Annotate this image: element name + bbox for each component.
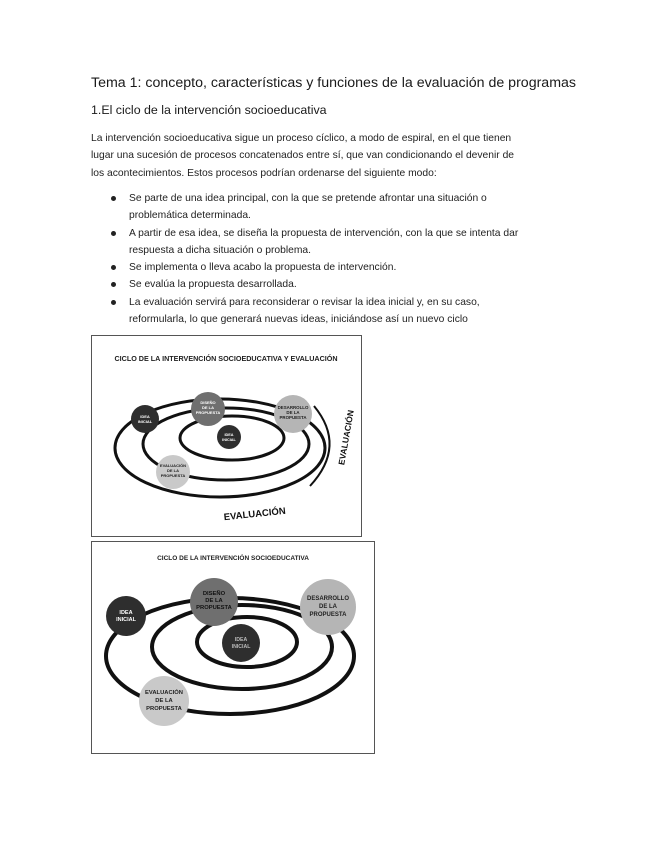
node-label: DE LA xyxy=(319,604,337,610)
list-item-line: problemática determinada. xyxy=(129,210,251,222)
node-label: DESARROLLO xyxy=(277,405,309,410)
node-label: DE LA xyxy=(155,698,173,704)
node-label: IDEA xyxy=(140,414,150,419)
node-label: INICIAL xyxy=(137,419,153,424)
list-item xyxy=(91,190,571,225)
evaluation-bottom-label: EVALUACIÓN xyxy=(223,505,287,524)
node-label: INICIAL xyxy=(231,644,251,650)
list-item-line: La evaluación servirá para reconsiderar o revisar la idea inicial y, en su caso, xyxy=(129,296,480,308)
list-item-line: Se evalúa la propuesta desarrollada. xyxy=(129,279,297,291)
node-label: IDEA xyxy=(119,610,133,616)
node-label: IDEA xyxy=(234,637,248,643)
node-label: PROPUESTA xyxy=(196,605,232,611)
node-label: DISEÑO xyxy=(200,400,216,405)
list-item xyxy=(91,225,571,260)
list-item-line: A partir de esa idea, se diseña la propuesta de intervención, con la que se intenta dar xyxy=(129,227,519,239)
node-label: EVALUACIÓN xyxy=(145,690,183,696)
node-label: PROPUESTA xyxy=(160,473,186,478)
node-label: EVALUACIÓN xyxy=(159,463,187,468)
node-label: IDEA xyxy=(224,433,234,437)
list-item-line: respuesta a dicha situación o problema. xyxy=(129,244,312,256)
intro-line: los acontecimientos. Estos procesos podrían ordenarse del siguiente modo: xyxy=(91,167,437,179)
node-label: DISEÑO xyxy=(202,591,226,597)
evaluation-arrow xyxy=(310,406,330,486)
evaluation-side-label: EVALUACIÓN xyxy=(336,409,356,466)
node-label: PROPUESTA xyxy=(309,612,347,618)
intro-line: lugar una sucesión de procesos concatenados entre sí, que van condicionando el devenir de xyxy=(91,150,515,162)
node-label: DE LA xyxy=(167,468,179,473)
node-label: DE LA xyxy=(286,410,300,415)
node-label: DE LA xyxy=(202,405,214,410)
figure-title: CICLO DE LA INTERVENCIÓN SOCIOEDUCATIVA Y EVALUACIÓN xyxy=(114,354,338,363)
list-item-line: Se parte de una idea principal, con la que se pretende afrontar una situación o xyxy=(129,193,487,204)
node-label: PROPUESTA xyxy=(195,410,221,415)
cycle-evaluation-figure xyxy=(91,335,362,537)
figure-title: CICLO DE LA INTERVENCIÓN SOCIOEDUCATIVA xyxy=(157,555,309,562)
section-heading: 1.El ciclo de la intervención socioeducativa xyxy=(91,103,327,117)
node-label: INICIAL xyxy=(222,438,236,442)
node-label: PROPUESTA xyxy=(279,415,307,420)
list-item xyxy=(91,276,571,293)
document-title: Tema 1: concepto, características y funciones de la evaluación de programas xyxy=(91,75,576,91)
node-label: PROPUESTA xyxy=(146,706,182,712)
process-list xyxy=(91,190,571,328)
spiral-diagram xyxy=(92,542,374,753)
cycle-figure xyxy=(91,541,375,754)
idea-central-node xyxy=(222,624,260,662)
intro-line: La intervención socioeducativa sigue un proceso cíclico, a modo de espiral, en el que tienen xyxy=(91,133,512,144)
node-label: DE LA xyxy=(205,598,223,604)
node-label: INICIAL xyxy=(116,617,136,623)
idea-inicial-node xyxy=(106,596,146,636)
list-item xyxy=(91,259,571,276)
idea-central-node xyxy=(217,425,241,449)
list-item-line: Se implementa o lleva acabo la propuesta de intervención. xyxy=(129,262,397,274)
intro-paragraph xyxy=(91,130,571,182)
list-item-line: reformularla, lo que generará nuevas ideas, iniciándose así un nuevo ciclo xyxy=(129,314,468,326)
node-label: DESARROLLO xyxy=(307,596,349,602)
spiral-diagram-evaluation xyxy=(92,336,361,536)
list-item xyxy=(91,294,571,329)
